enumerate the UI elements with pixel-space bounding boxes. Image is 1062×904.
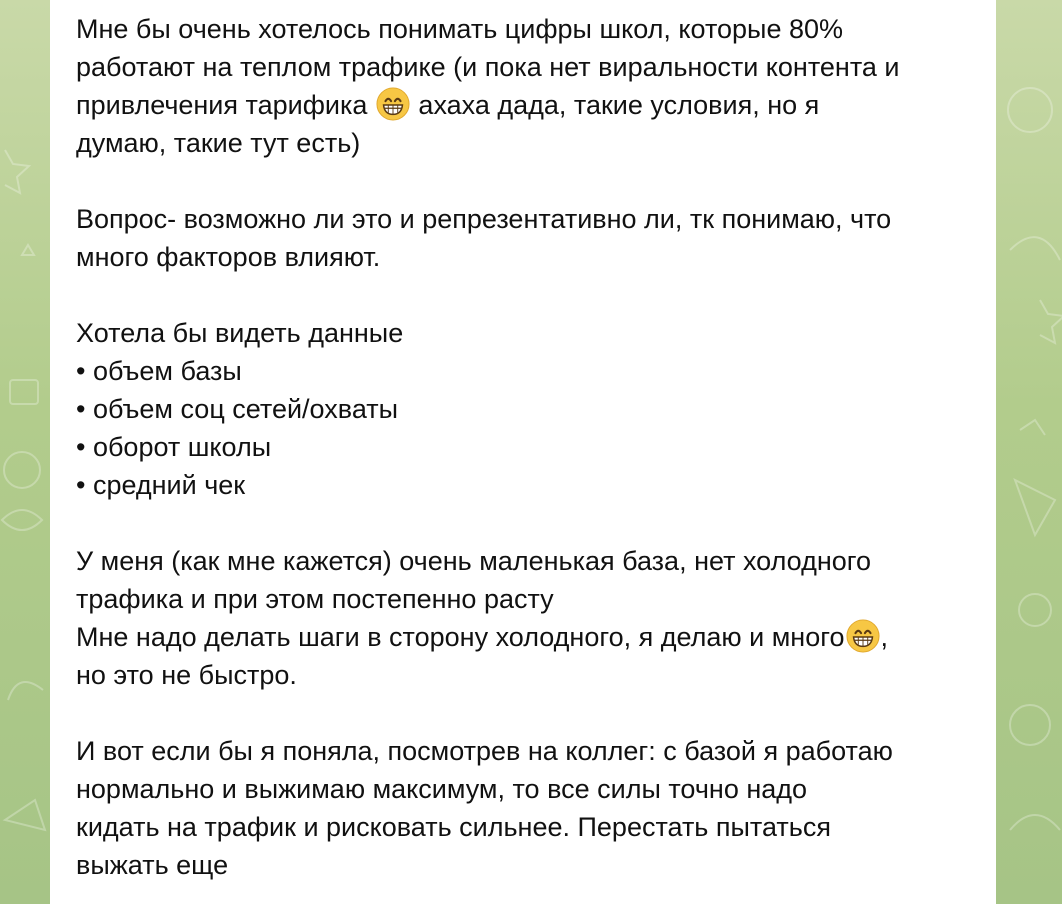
leaf-doodle — [2, 510, 42, 530]
message-text-segment: , — [880, 622, 889, 652]
grinning-face-emoji-icon — [846, 619, 880, 653]
pizza-doodle — [1015, 480, 1055, 535]
message-line: нормально и выжимаю максимум, то все силы точно надо — [76, 774, 808, 804]
message-line: И вот если бы я поняла, посмотрев на коллег: с базой я работаю — [76, 736, 893, 766]
message-line: • оборот школы — [76, 432, 272, 462]
message-line: но это не быстро. — [76, 660, 297, 690]
circle-doodle — [4, 452, 40, 488]
message-line: • объем соц сетей/охваты — [76, 394, 399, 424]
message-paragraph — [76, 314, 972, 504]
grinning-face-emoji-icon — [376, 87, 410, 121]
umbrella-doodle-right — [1010, 815, 1060, 830]
eightball-doodle — [1010, 705, 1050, 745]
message-line — [76, 618, 972, 656]
message-line: кидать на трафик и рисковать сильнее. Перестать пытаться — [76, 812, 831, 842]
bulb-doodle — [1019, 594, 1051, 626]
ball-doodle — [1008, 88, 1052, 132]
message-text-segment: Мне надо делать шаги в сторону холодного, я делаю и много — [76, 622, 845, 652]
message-line: трафика и при этом постепенно расту — [76, 584, 554, 614]
message-paragraph — [76, 732, 972, 884]
message-text — [76, 10, 972, 884]
message-bubble[interactable] — [50, 0, 996, 904]
message-line: Вопрос- возможно ли это и репрезентативно ли, тк понимаю, что — [76, 204, 892, 234]
star-doodle-right — [1040, 300, 1062, 343]
message-text-segment: ахаха дада, такие условия, но я — [410, 90, 820, 120]
umbrella-doodle — [5, 800, 45, 830]
message-line: выжать еще — [76, 850, 229, 880]
message-line: • средний чек — [76, 470, 246, 500]
message-text-segment: привлечения тарифика — [76, 90, 375, 120]
message-line: думаю, такие тут есть) — [76, 128, 361, 158]
message-line: У меня (как мне кажется) очень маленькая база, нет холодного — [76, 546, 872, 576]
mushroom-doodle — [1010, 237, 1060, 260]
triangle-doodle — [22, 245, 34, 255]
star-doodle — [5, 150, 29, 193]
message-line: Мне бы очень хотелось понимать цифры школ, которые 80% — [76, 14, 844, 44]
message-line: работают на теплом трафике (и пока нет виральности контента и — [76, 52, 900, 82]
message-line: много факторов влияют. — [76, 242, 381, 272]
curve-doodle — [8, 682, 43, 700]
message-line — [76, 86, 972, 124]
message-line: • объем базы — [76, 356, 242, 386]
rocket-doodle — [1020, 420, 1045, 435]
message-paragraph — [76, 542, 972, 694]
box-doodle — [10, 380, 38, 404]
message-paragraph — [76, 10, 972, 162]
message-paragraph — [76, 200, 972, 276]
message-line: Хотела бы видеть данные — [76, 318, 404, 348]
